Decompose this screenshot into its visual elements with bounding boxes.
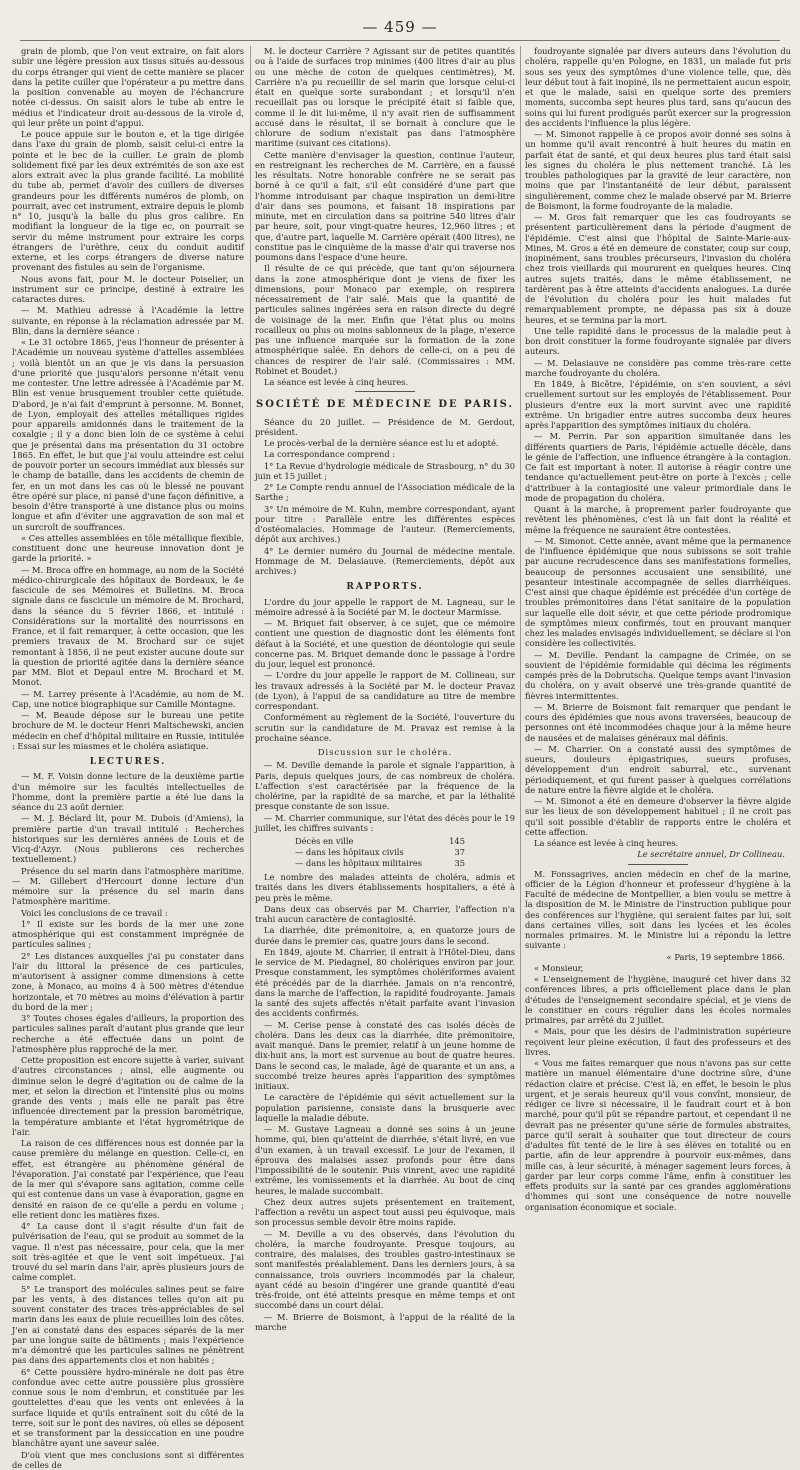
column-divider [250, 46, 251, 1182]
paragraph: En 1849, ajoute M. Charrier, il entrait à l'Hôtel-Dieu, dans le service de M. Piedagnel, 80 cholériques environ par jour. Presque constamment, les symptômes cholériformes avaient été précédés par de la diarrhée. Jamais on n'a rencontré, dans la marche de l'affection, la rapidité foudroyante. Jamais la santé des sujets affectés n'était parfaite avant l'invasion des accidents confirmés. [255, 947, 515, 1019]
paragraph: Le pouce appuie sur le bouton e, et la tige dirigée dans l'axe du grain de plomb, saisit celui-ci entre la pointe et le bec de la cuiller. Le grain de plomb solidement fixé par les deux extrémités de son axe est alors extrait avec la plus grande facilité. La mobilité du tube ab, permet d'avoir des cuillers de diverses grandeurs pour les différents numéros de plomb, on pourrait, avec cet instrument, extraire depuis le plomb n° 10, jusqu'à la balle du plus gros calibre. En modifiant la longueur de la tige ec, on pourrait se servir du même instrument pour extraire les corps étrangers de l'urèthre, ceux du conduit auditif externe, et les corps étrangers de diverse nature provenant des fistules au sein de l'organisme. [12, 129, 244, 273]
paragraph: — M. Perrin. Par son apparition simultanée dans les différents quartiers de Paris, l'épidémie actuelle décèle, dans le génie de l'affection, une influence étrangère à la contagion. Ce fait est important à noter. Il autorise à réagir contre une tendance qu'actuellement peut-être on porte à l'excès ; celle d'attribuer à la contagiosité une valeur primordiale dans le mode de propagation du choléra. [525, 431, 791, 503]
paragraph: — L'ordre du jour appelle le rapport de M. Collineau, sur les travaux adressés à la Société par M. le docteur Pravaz (de Lyon), à l'appui de sa candidature au titre de membre correspondant. [255, 670, 515, 711]
paragraph: Voici les conclusions de ce travail : [12, 908, 244, 918]
paragraph: Présence du sel marin dans l'atmosphère maritime. — M. Gillebert d'Hercourt donne lecture d'un mémoire sur la présence du sel marin dans l'atmosphère maritime. [12, 866, 244, 907]
letter-date: « Paris, 19 septembre 1866. [525, 952, 785, 962]
discussion-heading: Discussion sur le choléra. [255, 747, 515, 757]
section-rule [628, 864, 688, 865]
paragraph: 2° Le Compte rendu annuel de l'Association médicale de la Sarthe ; [255, 482, 515, 503]
paragraph: Conformément au règlement de la Société, l'ouverture du scrutin sur la candidature de M. Pravaz est remise à la prochaine séance. [255, 712, 515, 743]
paragraph: 4° Le dernier numéro du Journal de médecine mentale. Hommage de M. Delasiauve. (Remerciements, dépôt aux archives.) [255, 546, 515, 577]
page-number: — 459 — [0, 18, 800, 36]
paragraph: 1° La Revue d'hydrologie médicale de Strasbourg, n° du 30 juin et 15 juillet ; [255, 461, 515, 482]
stats-row [295, 836, 465, 847]
stats-label: Décès en ville [295, 836, 353, 847]
column-right [525, 46, 791, 1182]
paragraph: M. le docteur Carrière ? Agissant sur de petites quantités ou à l'aide de surfaces trop minimes (400 litres d'air au plus ou une mèche de coton de quelques centimètres), M. Carrière n'a pu recueillir de sel marin que lorsque celui-ci était en quelque sorte surabondant ; et lorsqu'il n'en recueillait pas ou lorsque le précipité était si faible que, comme il le dit lui-même, il n'y avait rien de suffisamment accusé dans le résultat, il se bornait à conclure que le chlorure de sodium n'existait pas dans l'atmosphère maritime (suivant ces citations). [255, 46, 515, 149]
paragraph: 4° La cause dont il s'agit résulte d'un fait de pulvérisation de l'eau, qui se produit au sommet de la vague. Il n'est pas nécessaire, pour cela, que la mer soit très-agitée et que le vent soit impétueux. J'ai trouvé du sel marin dans l'air, après plusieurs jours de calme complet. [12, 1221, 244, 1283]
paragraph: Une telle rapidité dans le processus de la maladie peut à bon droit constituer la forme foudroyante signalée par divers auteurs. [525, 326, 791, 357]
paragraph: — M. Gros fait remarquer que les cas foudroyants se présentent particulièrement dans la période d'augment de l'épidémie. C'est ainsi que l'hôpital de Sainte-Marie-aux-Mines, M. Gros a été en demeure de constater, coup sur coup, inopinément, sans troubles précurseurs, l'invasion du choléra chez trois vieillards qui moururent en quelques heures. Cinq autres sujets traités, dans le même établissement, ne tardèrent pas à être atteints d'accidents analogues. La durée de l'évolution du choléra pour les huit malades fut remarquablement prompte, ne dépassa pas six à douze heures, et se termina par la mort. [525, 212, 791, 325]
paragraph: Le caractère de l'épidémie qui sévit actuellement sur la population parisienne, consiste dans la brusquerie avec laquelle la maladie débute. [255, 1092, 515, 1123]
paragraph: 5° Le transport des molécules salines peut se faire par les vents, à des distances telles qu'on ait pu souvent constater des traces très-appréciables de sel marin dans les eaux de pluie recueillies loin des côtes. J'en ai constaté dans des espaces séparés de la mer par une longue suite de bâtiments ; mais l'expérience m'a démontré que les particules salines ne pénètrent pas dans des appartements clos et non habités ; [12, 1284, 244, 1366]
paragraph: La séance est levée à cinq heures. [525, 838, 791, 848]
paragraph: — M. J. Béclard lit, pour M. Dubois (d'Amiens), la première partie d'un travail intitulé : Recherches historiques sur les dernières années de Louis et de Vicq-d'Azyr. (Nous publierons ces recherches textuellement.) [12, 813, 244, 864]
stats-label: — dans les hôpitaux militaires [295, 858, 422, 869]
paragraph: L'ordre du jour appelle le rapport de M. Lagneau, sur le mémoire adressé à la Société par M. le docteur Marmisse. [255, 597, 515, 618]
paragraph: 6° Cette poussière hydro-minérale ne doit pas être confondue avec cette autre poussière plus grossière connue sous le nom d'embrun, et constituée par les gouttelettes d'eau que les vents ont enlevées à la surface liquide et qu'ils entraînent soit du côté de la terre, soit sur le pont des navires, où elles se déposent et se transforment par la dessiccation en une poudre blanchâtre ayant une saveur salée. [12, 1367, 244, 1449]
paragraph: Cette proposition est encore sujette à varier, suivant d'autres circonstances ; ainsi, elle augmente ou diminue selon le degré d'agitation ou de calme de la mer, et selon la direction et l'intensité plus ou moins grande des vents ; mais elle ne paraît pas être influencée directement par la pression barométrique, la température ambiante et l'état hygrométrique de l'air. [12, 1055, 244, 1137]
paragraph: « Vous me faites remarquer que nous n'avons pas sur cette matière un manuel élémentaire d'une doctrine sûre, d'une rédaction claire et précise. C'est là, en effet, le besoin le plus urgent, et je serais heureux qu'il vous convînt, monsieur, de rédiger ce livre si nécessaire, il le faudrait court et à bon marché, pour qu'il pût se répandre partout, et cependant il ne devrait pas ne présenter qu'une série de formules abstraites, parce qu'il serait à souhaiter que tout directeur de cours d'adultes fût tenté de le lire à ses élèves en totalité ou en partie, afin de leur apprendre à pourvoir eux-mêmes, dans mille cas, à leur sécurité, à ménager sagement leurs forces, à garder par leur corps comme l'âme, enfin à constituer les effets produits sur la santé par ces grandes agglomérations d'hommes qui sont une conséquence de notre nouvelle organisation économique et sociale. [525, 1058, 791, 1212]
paragraph: — M. Briquet fait observer, à ce sujet, que ce mémoire contient une question de diagnostic dont les éléments font défaut à la Société, et une question de déontologie qui seule concerne pas. M. Briquet demande donc le passage à l'ordre du jour, lequel est prononcé. [255, 618, 515, 669]
mortality-stats [295, 836, 515, 869]
paragraph: Cette manière d'envisager la question, continue l'auteur, en restreignant les recherches de M. Carrière, en a faussé les résultats. Notre honorable confrère ne se serait pas borné à ce qu'il a fait, s'il eût considéré d'une part que l'homme introduisant par chaque inspiration un demi-litre d'air dans ses poumons, et faisant 18 inspirations par minute, met en circulation dans sa poitrine 540 litres d'air par heure, soit, pour vingt-quatre heures, 12,960 litres ; et que, d'autre part, laquelle M. Carrière opérait (400 litres), ne constitue pas le cinquième de la masse d'air qui traverse nos poumons dans l'espace d'une heure. [255, 150, 515, 263]
paragraph: — M. Deville a vu des observés, dans l'évolution du choléra, la marche foudroyante. Presque toujours, au contraire, des malaises, des troubles gastro-intestinaux se sont manifestés préalablement. Dans les derniers jours, à sa connaissance, trois ouvriers incommodés par la chaleur, ayant cédé au besoin d'ingérer une grande quantité d'eau très-froide, ont été atteints presque en même temps et ont succombé dans un court délai. [255, 1229, 515, 1311]
paragraph: — M. Larrey présente à l'Académie, au nom de M. Cap, une notice biographique sur Camille Montagne. [12, 689, 244, 710]
paragraph: D'où vient que mes conclusions sont si différentes de celles de [12, 1450, 244, 1470]
paragraph: Séance du 20 juillet. — Présidence de M. Gerdout, président. [255, 417, 515, 438]
paragraph: — M. F. Voisin donne lecture de la deuxième partie d'un mémoire sur les facultés intellectuelles de l'homme, dont la première partie a été lue dans la séance du 23 août dernier. [12, 771, 244, 812]
paragraph: — M. Mathieu adresse à l'Académie la lettre suivante, en réponse à la réclamation adressée par M. Blin, dans la dernière séance : [12, 305, 244, 336]
paragraph: La séance est levée à cinq heures. [255, 377, 515, 387]
paragraph: — M. Brierre de Boismont fait remarquer que pendant le cours des épidémies que nous avons traversées, beaucoup de personnes ont été incommodées chaque jour à la même heure de nausées et de malaises généraux mal définis. [525, 702, 791, 743]
stats-row [295, 847, 465, 858]
paragraph: — M. Cerise pense à constaté des cas isolés décès de choléra. Dans les deux cas la diarrhée, dite prémonitoire, avait manqué. Dans le premier, relatif à un jeune homme de dix-huit ans, la mort est survenue au bout de quatre heures. Dans le second cas, le malade, âgé de quarante et un ans, a succombé treize heures après l'apparition des symptômes initiaux. [255, 1020, 515, 1092]
paragraph: Le procès-verbal de la dernière séance est lu et adopté. [255, 438, 515, 448]
rapports-heading: RAPPORTS. [255, 582, 515, 592]
paragraph: M. Fonssagrives, ancien médecin en chef de la marine, officier de la Légion d'honneur et professeur d'hygiène à la Faculté de médecine de Montpellier, a bien voulu se mettre à la disposition de M. le Ministre de l'instruction publique pour des conférences sur l'hygiène, qui seraient faites par lui, soit dans certaines villes, soit dans les lycées et les écoles normales primaires. M. le Ministre lui a répondu la lettre suivante : [525, 869, 791, 951]
paragraph: 1° Il existe sur les bords de la mer une zone atmosphérique qui est constamment imprégnée de particules salines ; [12, 919, 244, 950]
paragraph: grain de plomb, que l'on veut extraire, on fait alors subir une légère pression aux tissus situés au-dessous du corps étranger qui vient de cette manière se placer dans la petite cuiller que l'opérateur a pu mettre dans la position convenable au moyen de l'échancrure notée ci-dessus. On saisit alors le tube ab entre le médius et l'indicateur droit au-dessous de la virole d, qui leur prête un point d'appui. [12, 46, 244, 128]
column-divider [520, 46, 521, 1182]
paragraph: « Ces attelles assemblées en tôle métallique flexible, constituent donc une heureuse innovation dont je garde la priorité. » [12, 533, 244, 564]
paragraph: foudroyante signalée par divers auteurs dans l'évolution du choléra, rappelle qu'en Pologne, en 1831, un malade fut pris sous ses yeux des symptômes d'une violence telle, que, dès leur début tout à fait inopiné, ils ne permettaient aucun espoir, et que le malade, saisi en quelque sorte des premiers moments, succomba sept heures plus tard, sans qu'aucun des soins qui lui furent prodigués parût exercer sur la progression des accidents l'influence la plus légère. [525, 46, 791, 128]
paragraph: — M. Broca offre en hommage, au nom de la Société médico-chirurgicale des hôpitaux de Bordeaux, le 4e fascicule de ses Mémoires et Bulletins. M. Broca signale dans ce fascicule un mémoire de M. Brochard, dans la séance du 5 février 1866, et intitulé : Considérations sur la mortalité des nourrissons en France, et il fait remarquer, à cette occasion, que les premiers travaux de M. Brochard sur ce sujet remontant à 1856, il ne peut exister aucune doute sur la question de priorité agitée dans la dernière séance par MM. Blot et Depaul entre M. Brochard et M. Monot. [12, 565, 244, 688]
paragraph: La correspondance comprend : [255, 449, 515, 459]
paragraph: — M. Brierre de Boismont, à l'appui de la réalité de la marche [255, 1312, 515, 1333]
paragraph: — M. Simonot rappelle à ce propos avoir donné ses soins à un homme qu'il avait rencontré à huit heures du matin en parfait état de santé, et qui deux heures plus tard était saisi les signes du choléra le plus nettement tranché. Là les troubles pathologiques par la gravité de leur caractère, non moins que par l'instantanéité de leur début, paraissent singulièrement, comme chez le malade observé par M. Brierre de Boismont, la forme foudroyante de la maladie. [525, 129, 791, 211]
paragraph: — M. Beaude dépose sur le bureau une petite brochure de M. le docteur Henri Maltschewski, ancien médecin en chef d'hôpital militaire en Russie, intitulée : Essai sur les miasmes et le choléra asiatique. [12, 710, 244, 751]
paragraph: 3° Toutes choses égales d'ailleurs, la proportion des particules salines paraît d'autant plus grande que leur recherche a été effectuée dans un point de l'atmosphère plus rapproché de la mer. [12, 1013, 244, 1054]
column-left [12, 46, 244, 1182]
section-title: SOCIÉTÉ DE MÉDECINE DE PARIS. [255, 400, 515, 410]
paragraph: — M. Deville. Pendant la campagne de Crimée, on se souvient de l'épidémie formidable qui décima les régiments campés près de la Dobrutscha. Quelque temps avant l'invasion du choléra, on y avait observé une très-grande quantité de fièvres intermittentes. [525, 650, 791, 701]
paragraph: 2° Les distances auxquelles j'ai pu constater dans l'air du littoral la présence de ces particules, m'autorisent à assigner comme dimensions à cette zone, à Monaco, au moins 4 à 500 mètres d'étendue horizontale, et 70 mètres au moins d'élévation à partir du bord de la mer ; [12, 951, 244, 1013]
lectures-heading: LECTURES. [12, 757, 244, 767]
paragraph: Il résulte de ce qui précède, que tant qu'on séjournera dans la zone atmosphérique dont je viens de fixer les dimensions, pour Monaco par exemple, on respirera nécessairement de l'air salé. Mais que la quantité de particules salines ingérées sera en raison directe du degré de voisinage de la mer. Enfin que l'état plus ou moins rocailleux ou plus ou moins sablonneux de la plage, n'exerce pas une influence marquée sur la formation de la zone atmosphérique salée. En dehors de celle-ci, on a peu de chances de respirer de l'air salé. (Commissaires : MM. Robinet et Boudet.) [255, 263, 515, 376]
paragraph: « L'enseignement de l'hygiène, inauguré cet hiver dans 32 conférences libres, a pris officiellement place dans le plan d'études de l'enseignement secondaire spécial, et je viens de le constituer en cours régulier dans les écoles normales primaires, par arrêté du 2 juillet. [525, 974, 791, 1025]
stats-value: 37 [454, 847, 465, 858]
paragraph: — M. Simonot. Cette année, avant même que la permanence de l'influence épidémique que nous subissons se soit trahie par aucune recrudescence dans ses manifestations formelles, beaucoup de personnes accusaient une sensibilité, une pesanteur intestinale accompagnée de selles diarrhéiques. C'est ainsi que chaque épidémie est précédée d'un cortège de troubles prémonitoires dans l'état sanitaire de la population sur laquelle elle doit sévir, et que cette période prodromique de symptômes mieux confirmés, tout en prouvant manquer chez les malades envisagés individuellement, se déclare si l'on considère les collectivités. [525, 536, 791, 649]
paragraph: La diarrhée, dite prémonitoire, a, en quatorze jours de durée dans le premier cas, quatre jours dans le second. [255, 925, 515, 946]
paragraph: — M. Gustave Lagneau a donné ses soins à un jeune homme, qui, bien qu'atteint de diarrhée, s'était livré, en vue d'un examen, à un travail excessif. Le jour de l'examen, il éprouva des malaises assez profonds pour être dans l'impossibilité de le soutenir. Puis vinrent, avec une rapidité extrême, les vomissements et la diarrhée. Au bout de cinq heures, le malade succombait. [255, 1124, 515, 1196]
paragraph: Quant à la marche, à proprement parler foudroyante que revêtent les phénomènes, c'est là un fait dont la réalité et même la fréquence ne sauraient être contestées. [525, 504, 791, 535]
paragraph: — M. Charrier communique, sur l'état des décès pour le 19 juillet, les chiffres suivants : [255, 813, 515, 834]
paragraph: 3° Un mémoire de M. Kuhn, membre correspondant, ayant pour titre : Parallèle entre les différentes espèces d'ostéomalacies. Hommage de l'auteur. (Remerciements, dépôt aux archives.) [255, 504, 515, 545]
header-rule [20, 40, 780, 41]
paragraph: — M. Delasiauve ne considère pas comme très-rare cette marche foudroyante du choléra. [525, 358, 791, 379]
stats-row [295, 858, 465, 869]
secretary-signature: Le secrétaire annuel, Dr Collineau. [525, 849, 785, 859]
column-middle [255, 46, 515, 1182]
paragraph: La raison de ces différences nous est donnée par la cause première du mélange en question. Celle-ci, en effet, est étrangère au phénomène général de l'évaporation. J'ai constaté par l'expérience, que l'eau de la mer qui s'évapore sans agitation, comme celle qui est contenue dans un vase à évaporation, gagne en densité en raison de ce qu'elle a perdu en volume ; elle retient donc les matières fixes. [12, 1138, 244, 1220]
stats-value: 145 [449, 836, 465, 847]
stats-value: 35 [454, 858, 465, 869]
paragraph: Le nombre des malades atteints de choléra, admis et traités dans les divers établissements hospitaliers, a été à peu près le même. [255, 872, 515, 903]
paragraph: — M. Simonot a été en demeure d'observer la fièvre algide sur les lieux de son développement habituel ; il ne croit pas qu'il soit possible d'établir de rapports entre le choléra et cette affection. [525, 796, 791, 837]
paragraph: Chez deux autres sujets présentement en traitement, l'affection a revêtu un aspect tout aussi peu équivoque, mais son processus semble devoir être moins rapide. [255, 1197, 515, 1228]
paragraph: Dans deux cas observés par M. Charrier, l'affection n'a trahi aucun caractère de contagiosité. [255, 904, 515, 925]
paragraph: Nous avons fait, pour M. le docteur Poiselier, un instrument sur ce principe, destiné à extraire les cataractes dures. [12, 274, 244, 305]
paragraph: — M. Charrier. On a constaté aussi des symptômes de sueurs, douleurs épigastriques, sueurs profuses, développement d'un endroit saburral, etc., survenant périodiquement, et qui furent passer à quelques corrélations de nature entre la fièvre algide et le choléra. [525, 744, 791, 795]
stats-label: — dans les hôpitaux civils [295, 847, 404, 858]
paragraph: « Le 31 octobre 1865, j'eus l'honneur de présenter à l'Académie un nouveau système d'attelles assemblées ; voilà bientôt un an que je vis dans la persuasion d'une priorité que jusqu'alors personne n'était venu me contester. Une lettre adressée à l'Académie par M. Blin est venue brusquement troubler cette quiétude. D'abord, je n'ai fait d'emprunt à personne. M. Bonnet, de Lyon, employait des attelles métalliques rigides pour appareils amidonnés dans le traitement de la coxalgie ; il y a donc bien loin de ce système à celui que je présentai dans ma présentation du 31 octobre 1865. En effet, le but que j'ai voulu atteindre est celui de pouvoir porter un secours immédiat aux blessés sur le champ de bataille, dans les accidents de chemin de fer, en un mot dans les cas où le blessé ne pouvant être opéré sur place, ni pansé d'une façon définitive, a besoin d'être transporté à une distance plus ou moins longue et afin d'éviter une aggravation de son mal et un surcroît de souffrances. [12, 337, 244, 532]
section-rule [355, 391, 415, 392]
paragraph: « Monsieur, [525, 963, 791, 973]
paragraph: — M. Deville demande la parole et signale l'apparition, à Paris, depuis quelques jours, de cas nombreux de choléra. L'affection s'est caractérisée par la fréquence de la cholérine, par la rapidité de sa marche, et par la léthalité presque constante de son issue. [255, 760, 515, 811]
paragraph: « Mais, pour que les désirs de l'administration supérieure reçoivent leur pleine exécution, il faut des professeurs et des livres. [525, 1026, 791, 1057]
paragraph: En 1849, à Bicêtre, l'épidémie, on s'en souvient, a sévi cruellement surtout sur les employés de l'établissement. Pour plusieurs d'entre eux la mort survint avec une rapidité extrême. Un brigadier entre autres succomba deux heures après l'apparition des symptômes initiaux du choléra. [525, 379, 791, 430]
